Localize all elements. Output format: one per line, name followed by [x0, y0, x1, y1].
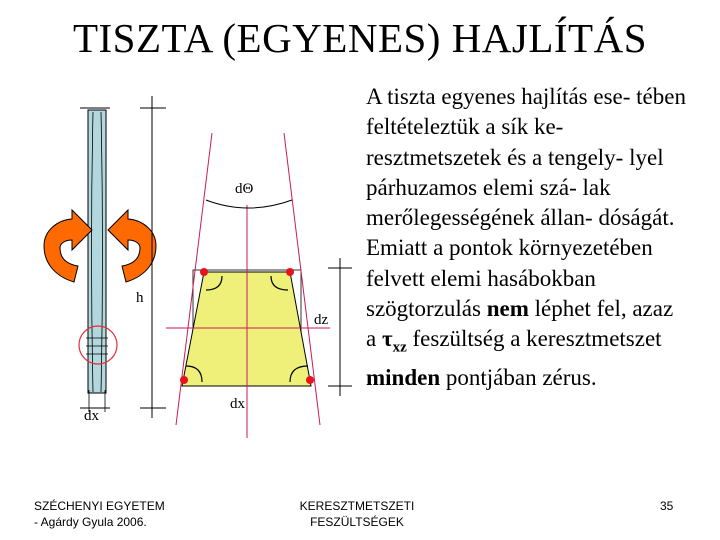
paragraph-text-part-2: léphet fel, azaz a	[366, 296, 674, 352]
beam-body	[88, 110, 106, 393]
dz-label: dz	[314, 312, 329, 328]
corner-dot-bottom-left	[180, 376, 188, 384]
corner-dot-bottom-right	[306, 376, 314, 384]
page-number: 35	[660, 499, 674, 513]
paragraph-text-part-1: A tiszta egyenes hajlítás ese- tében feltételeztük a sík ke- resztmetszetek és a tengely- lyel párhuzamos elemi szá- lak merőlegességének állan- dóságát. Emiatt a pontok környezetében felvett elemi hasábokban szögtorzulás	[366, 84, 686, 322]
footer-center-line-2: FESZÜLTSÉGEK	[310, 515, 404, 529]
corner-dot-top-right	[286, 268, 294, 276]
h-label: h	[136, 290, 144, 306]
footer-left	[34, 498, 165, 530]
footer-center-line-1: KERESZTMETSZETI	[299, 499, 415, 513]
explanation-paragraph	[366, 82, 686, 394]
dtheta-label: dΘ	[235, 181, 254, 197]
footer-left-line-2: - Agárdy Gyula 2006.	[34, 515, 147, 529]
paragraph-bold-minden: minden	[366, 365, 441, 391]
tau-subscript: xz	[392, 339, 407, 356]
paragraph-text-part-3: feszültség a keresztmetszet	[406, 326, 662, 352]
corner-dot-top-left	[200, 268, 208, 276]
slide-title: TISZTA (EGYENES) HAJLÍTÁS	[72, 15, 648, 61]
moment-arrow-left	[44, 210, 92, 282]
beam-dx-label: dx	[84, 408, 99, 424]
tau-symbol: $\tau_{xz}$	[381, 326, 407, 356]
moment-arrow-right	[108, 210, 156, 282]
element-dx-label: dx	[230, 396, 245, 412]
element-figure	[136, 96, 352, 438]
dtheta-arc	[206, 200, 292, 208]
beam-figure	[44, 108, 156, 424]
paragraph-bold-nem: nem	[486, 296, 529, 322]
footer-center	[262, 498, 452, 530]
footer-left-line-1: SZÉCHENYI EGYETEM	[34, 499, 165, 513]
paragraph-text-part-4: pontjában zérus.	[440, 365, 597, 391]
